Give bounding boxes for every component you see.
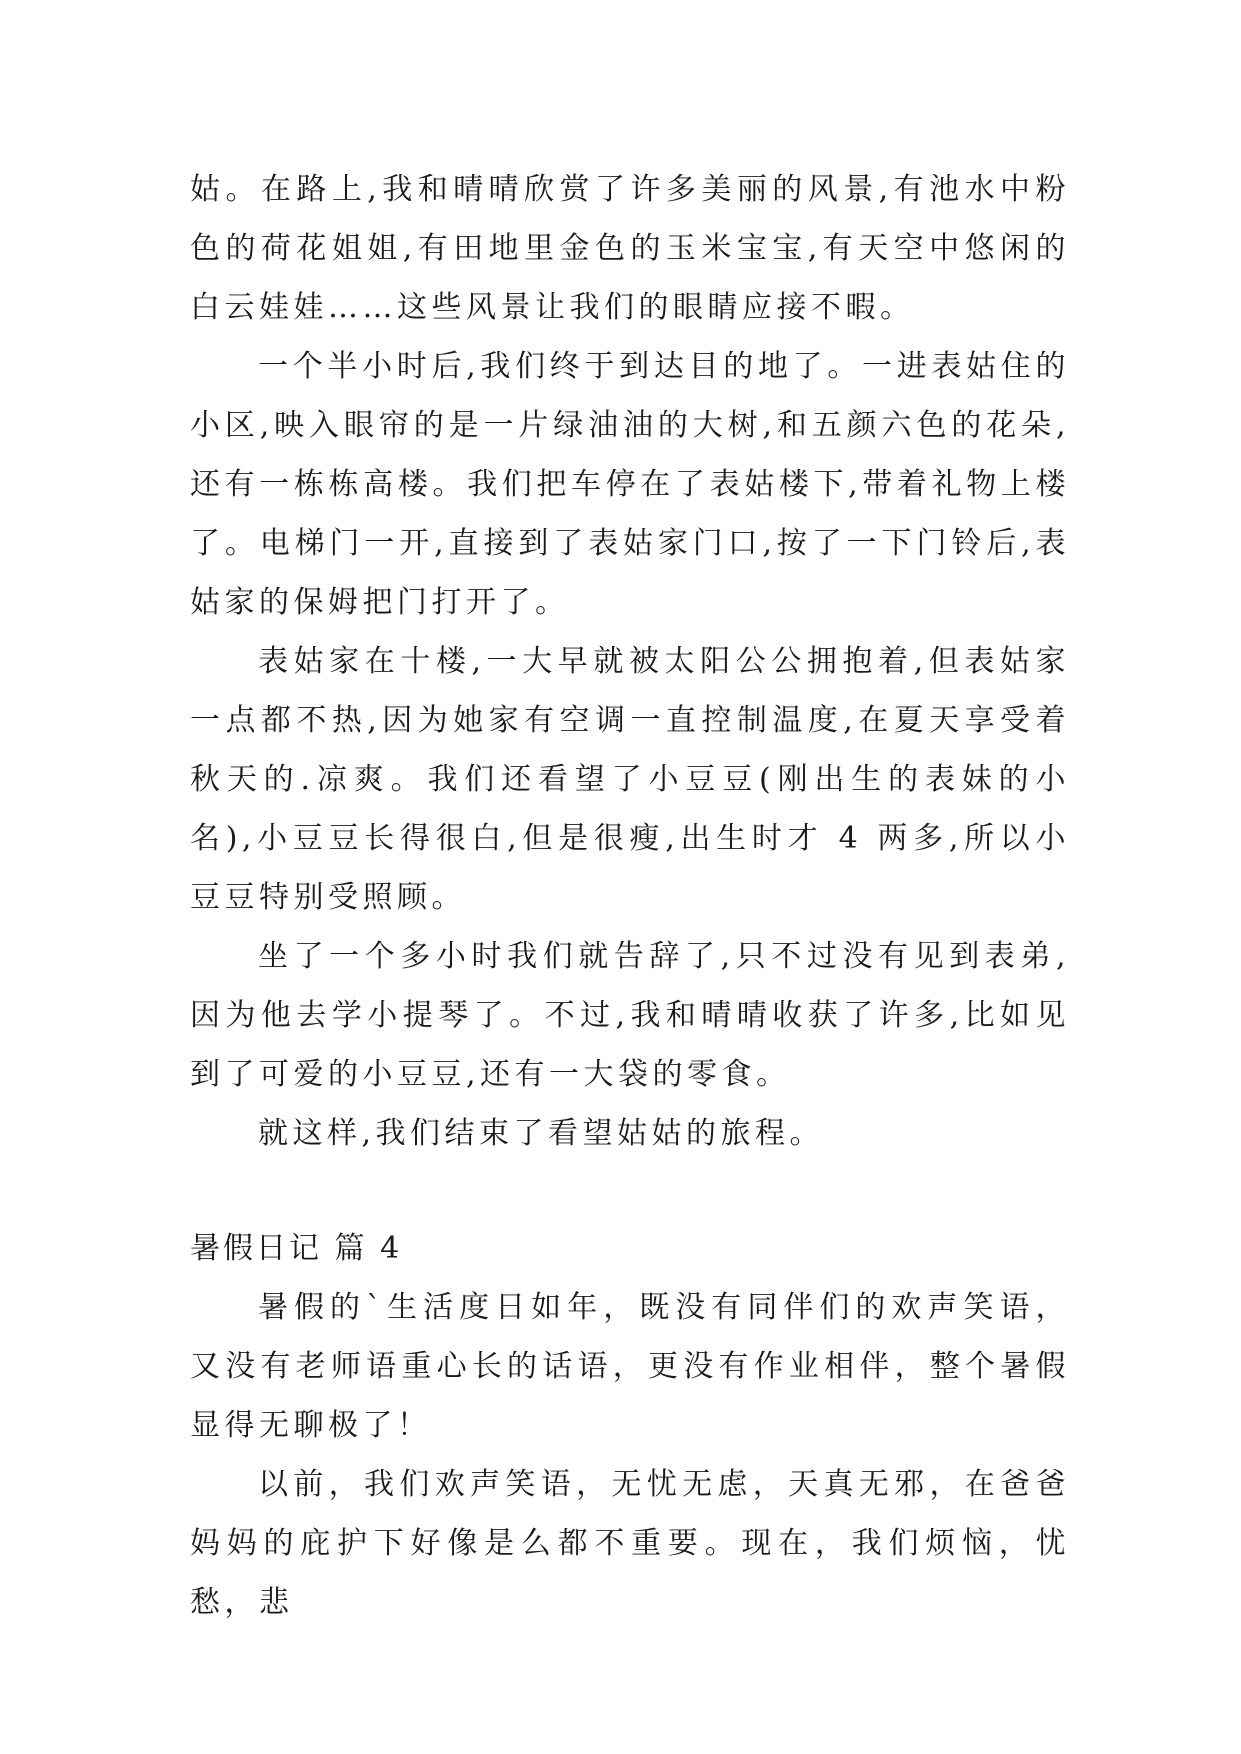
article-body — [190, 160, 1070, 1632]
paragraph-continuation: 姑。在路上,我和晴晴欣赏了许多美丽的风景,有池水中粉色的荷花姐姐,有田地里金色的玉米宝宝,有天空中悠闲的白云娃娃……这些风景让我们的眼睛应接不暇。 — [190, 172, 1070, 325]
paragraph-aunt-home: 表姑家在十楼,一大早就被太阳公公拥抱着,但表姑家一点都不热,因为她家有空调一直控制温度,在夏天享受着秋天的.凉爽。我们还看望了小豆豆(刚出生的表妹的小名),小豆豆长得很白,但是很瘦,出生时才 4 两多,所以小豆豆特别受照顾。 — [190, 644, 1070, 915]
paragraph-arrival: 一个半小时后,我们终于到达目的地了。一进表姑住的小区,映入眼帘的是一片绿油油的大树,和五颜六色的花朵,还有一栋栋高楼。我们把车停在了表姑楼下,带着礼物上楼了。电梯门一开,直接到了表姑家门口,按了一下门铃后,表姑家的保姆把门打开了。 — [190, 349, 1070, 620]
paragraph-farewell: 坐了一个多小时我们就告辞了,只不过没有见到表弟,因为他去学小提琴了。不过,我和晴晴收获了许多,比如见到了可爱的小豆豆,还有一大袋的零食。 — [190, 939, 1070, 1092]
paragraph-past-and-now: 以前，我们欢声笑语，无忧无虑，天真无邪，在爸爸妈妈的庇护下好像是么都不重要。现在，我们烦恼，忧愁，悲 — [190, 1467, 1070, 1620]
section-heading: 暑假日记 篇 4 — [190, 1231, 403, 1266]
paragraph-summer-boredom: 暑假的`生活度日如年，既没有同伴们的欢声笑语，又没有老师语重心长的话语，更没有作业相伴，整个暑假显得无聊极了！ — [190, 1290, 1070, 1443]
paragraph-ending: 就这样,我们结束了看望姑姑的旅程。 — [258, 1116, 825, 1151]
